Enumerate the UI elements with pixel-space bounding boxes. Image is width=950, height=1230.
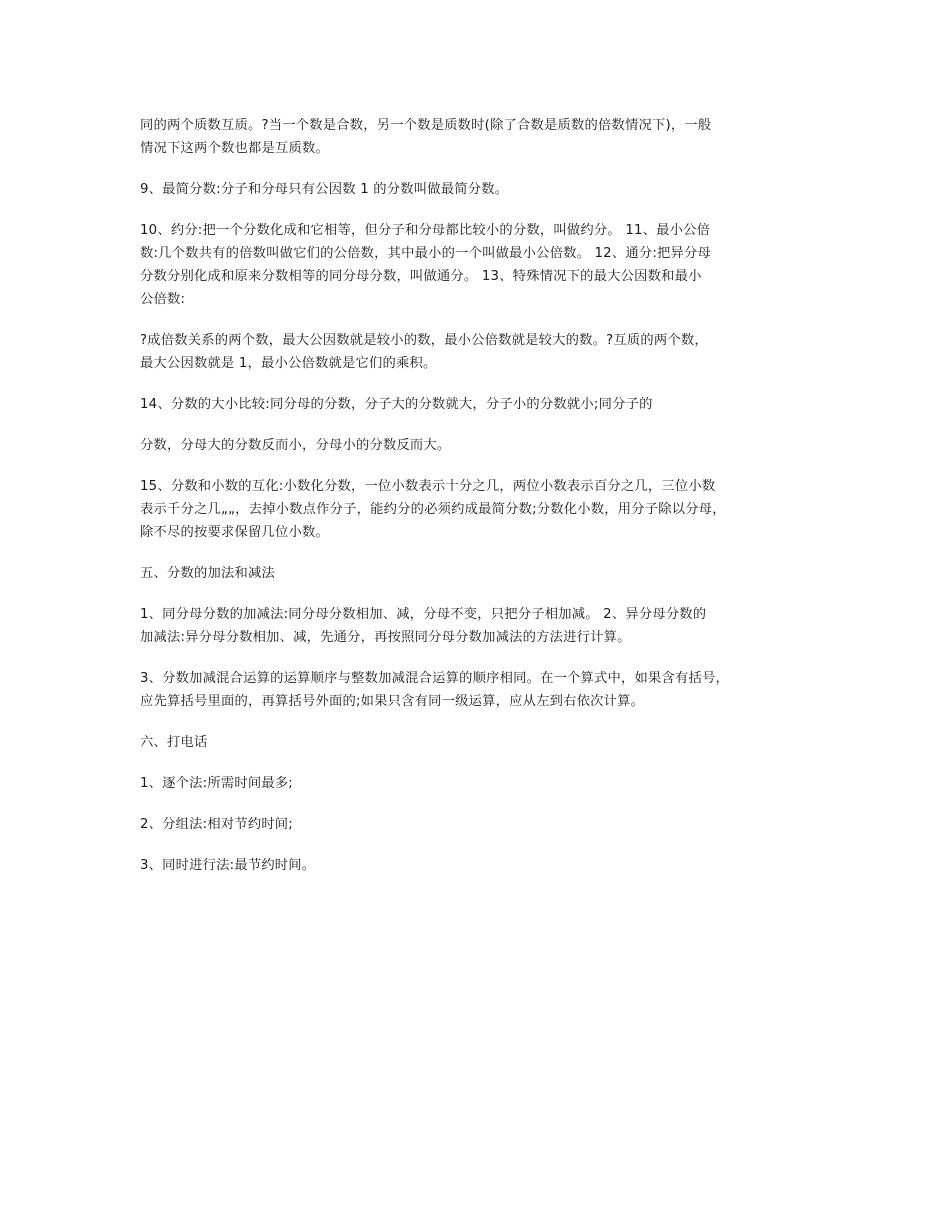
- document-page: [140, 114, 830, 895]
- paragraph-compare-fractions: 14、分数的大小比较:同分母的分数，分子大的分数就大，分子小的分数就小;同分子的: [140, 397, 653, 412]
- paragraph-reduction-lcm: 10、约分:把一个分数化成和它相等，但分子和分母都比较小的分数，叫做约分。 11、最小公倍 数:几个数共有的倍数叫做它们的公倍数，其中最小的一个叫做最小公倍数。 12、通分:把异分母 分数分别化成和原来分数相等的同分母分数，叫做通分。 13、特殊情况下的最大公因数和最小 公倍数:: [140, 223, 711, 307]
- paragraph-mixed-operations: 3、分数加减混合运算的运算顺序与整数加减混合运算的顺序相同。在一个算式中，如果含有括号， 应先算括号里面的，再算括号外面的;如果只含有同一级运算，应从左到右依次计算。: [140, 671, 730, 709]
- list-item: 2、分组法:相对节约时间;: [140, 817, 293, 832]
- section-heading-phone-calls: 六、打电话: [140, 735, 208, 750]
- list-item: 3、同时进行法:最节约时间。: [140, 858, 316, 873]
- section-heading-add-subtract: 五、分数的加法和减法: [140, 566, 275, 581]
- paragraph-coprime-note: 同的两个质数互质。?当一个数是合数，另一个数是质数时(除了合数是质数的倍数情况下)，一般 情况下这两个数也都是互质数。: [140, 118, 712, 156]
- paragraph-special-cases: ?成倍数关系的两个数，最大公因数就是较小的数，最小公倍数就是较大的数。?互质的两个数， 最大公因数就是 1，最小公倍数就是它们的乘积。: [140, 333, 708, 371]
- paragraph-fraction-decimal: 15、分数和小数的互化:小数化分数，一位小数表示十分之几，两位小数表示百分之几，三位小数 表示千分之几„„，去掉小数点作分子，能约分的必须约成最简分数;分数化小数，用分子除以分母， 除不尽的按要求保留几位小数。: [140, 479, 726, 540]
- paragraph-simplest-fraction: 9、最简分数:分子和分母只有公因数 1 的分数叫做最简分数。: [140, 182, 509, 197]
- paragraph-add-subtract-rules: 1、同分母分数的加减法:同分母分数相加、减，分母不变，只把分子相加减。 2、异分母分数的 加减法:异分母分数相加、减，先通分，再按照同分母分数加减法的方法进行计算。: [140, 607, 707, 645]
- paragraph-compare-fractions-cont: 分数，分母大的分数反而小，分母小的分数反而大。: [140, 438, 451, 453]
- list-item: 1、逐个法:所需时间最多;: [140, 776, 293, 791]
